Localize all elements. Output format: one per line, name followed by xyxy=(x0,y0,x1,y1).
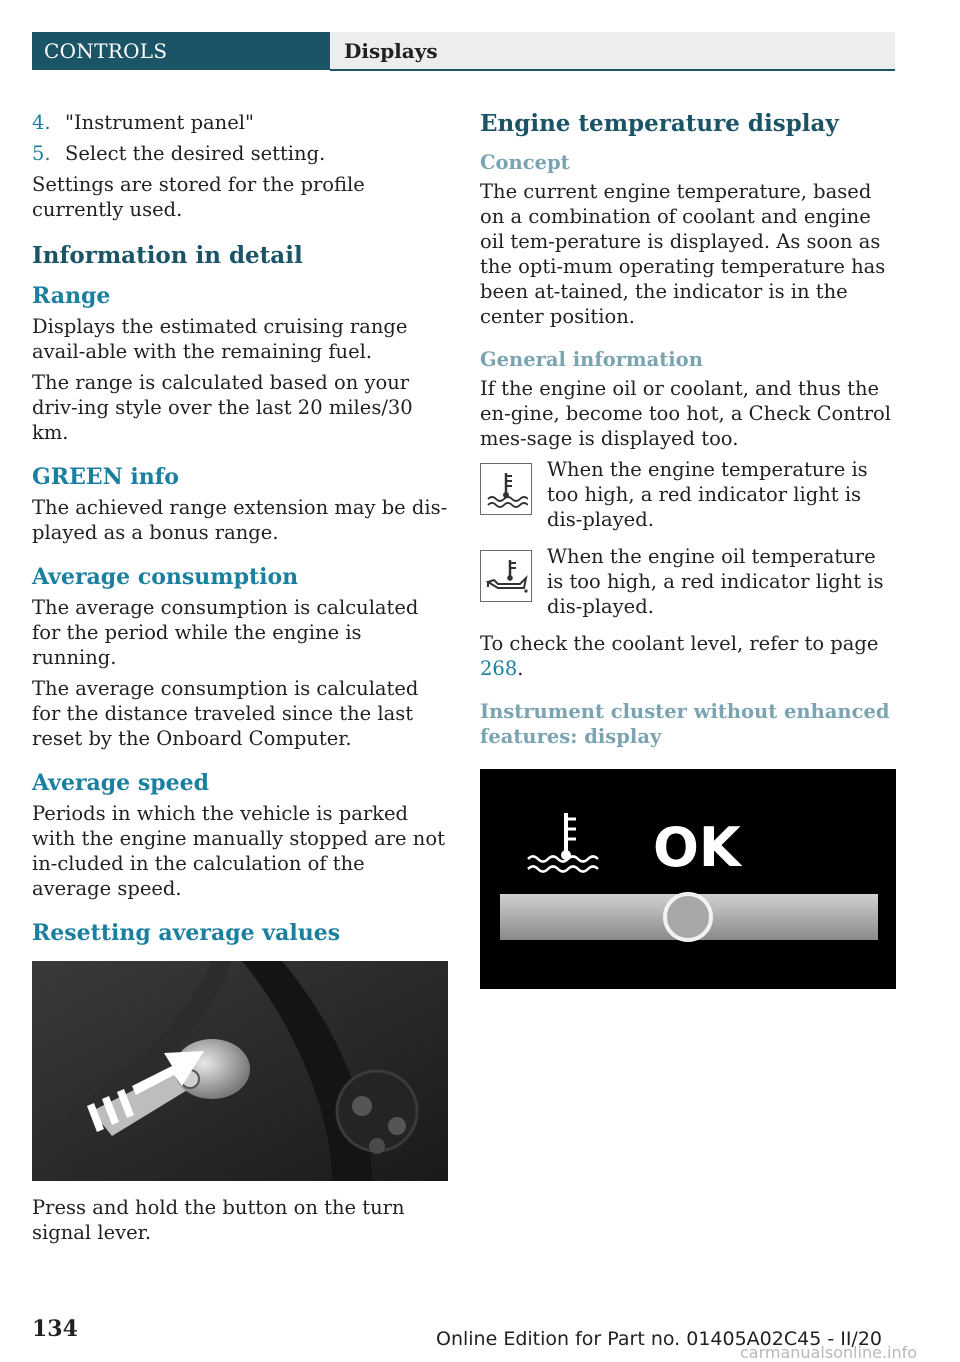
reset-heading: Resetting average values xyxy=(32,920,341,946)
step-text: Select the desired setting. xyxy=(65,142,326,165)
coolant-warning xyxy=(480,457,896,532)
left-column xyxy=(32,110,448,1251)
concept-paragraph: The current engine temperature, based on a combination of coolant and engine oil tem‐perature is displayed. As soon as the opti‐mum operating temperature has been at‐tained, the indicator is in the center position. xyxy=(480,180,886,328)
edition-footer: Online Edition for Part no. 01405A02C45 - II/20 xyxy=(436,1328,883,1350)
concept-heading: Concept xyxy=(480,151,570,174)
oil-temperature-icon xyxy=(480,550,532,602)
average-consumption-paragraph-2: The average consumption is calculated for the distance traveled since the last reset by the Onboard Computer. xyxy=(32,677,419,750)
general-info-paragraph: If the engine oil or coolant, and thus the en‐gine, become too hot, a Check Control mes‐sage is displayed too. xyxy=(480,377,891,450)
average-consumption-heading: Average consumption xyxy=(32,564,299,590)
range-paragraph-2: The range is calculated based on your driv‐ing style over the last 20 miles/30 km. xyxy=(32,371,413,444)
settings-note: Settings are stored for the profile currently used. xyxy=(32,173,365,221)
temperature-indicator xyxy=(665,894,711,940)
coolant-temperature-icon xyxy=(480,463,532,515)
chapter-title: Displays xyxy=(330,32,895,70)
range-heading: Range xyxy=(32,283,111,309)
general-info-heading: General information xyxy=(480,348,703,371)
green-info-heading: GREEN info xyxy=(32,464,179,490)
cluster-status: OK xyxy=(653,816,741,879)
section-tab: CONTROLS xyxy=(32,32,330,70)
reset-caption: Press and hold the button on the turn signal lever. xyxy=(32,1196,405,1244)
check-coolant-text: To check the coolant level, refer to page xyxy=(480,632,879,655)
coolant-warning-text: When the engine temperature is too high, a red indicator light is dis‐played. xyxy=(547,458,868,531)
right-column xyxy=(480,110,896,989)
header-rule xyxy=(330,69,895,71)
range-paragraph-1: Displays the estimated cruising range avail‐able with the remaining fuel. xyxy=(32,315,408,363)
check-coolant-paragraph xyxy=(480,631,896,681)
turn-signal-lever-photo xyxy=(32,961,448,1181)
page-link[interactable]: 268 xyxy=(480,657,518,680)
engine-temp-heading: Engine temperature display xyxy=(480,110,839,137)
page-number: 134 xyxy=(32,1316,78,1342)
step-text: "Instrument panel" xyxy=(65,111,254,134)
watermark: carmanualsonline.info xyxy=(740,1343,918,1362)
green-info-paragraph: The achieved range extension may be dis‐played as a bonus range. xyxy=(32,496,448,544)
average-consumption-paragraph-1: The average consumption is calculated for the period while the engine is running. xyxy=(32,596,419,669)
cluster-heading: Instrument cluster without enhanced features: display xyxy=(480,700,890,748)
oil-warning-text: When the engine oil temperature is too high, a red indicator light is dis‐played. xyxy=(547,545,884,618)
list-item-step-4 xyxy=(32,110,448,135)
instrument-cluster-display xyxy=(480,769,896,989)
average-speed-paragraph: Periods in which the vehicle is parked with the engine manually stopped are not in‐cluded in the calculation of the average speed. xyxy=(32,802,445,900)
check-coolant-suffix: . xyxy=(517,657,524,680)
oil-warning xyxy=(480,544,896,619)
step-number: 5. xyxy=(32,142,51,165)
list-item-step-5 xyxy=(32,141,448,166)
step-number: 4. xyxy=(32,111,51,134)
info-heading: Information in detail xyxy=(32,242,303,269)
average-speed-heading: Average speed xyxy=(32,770,209,796)
